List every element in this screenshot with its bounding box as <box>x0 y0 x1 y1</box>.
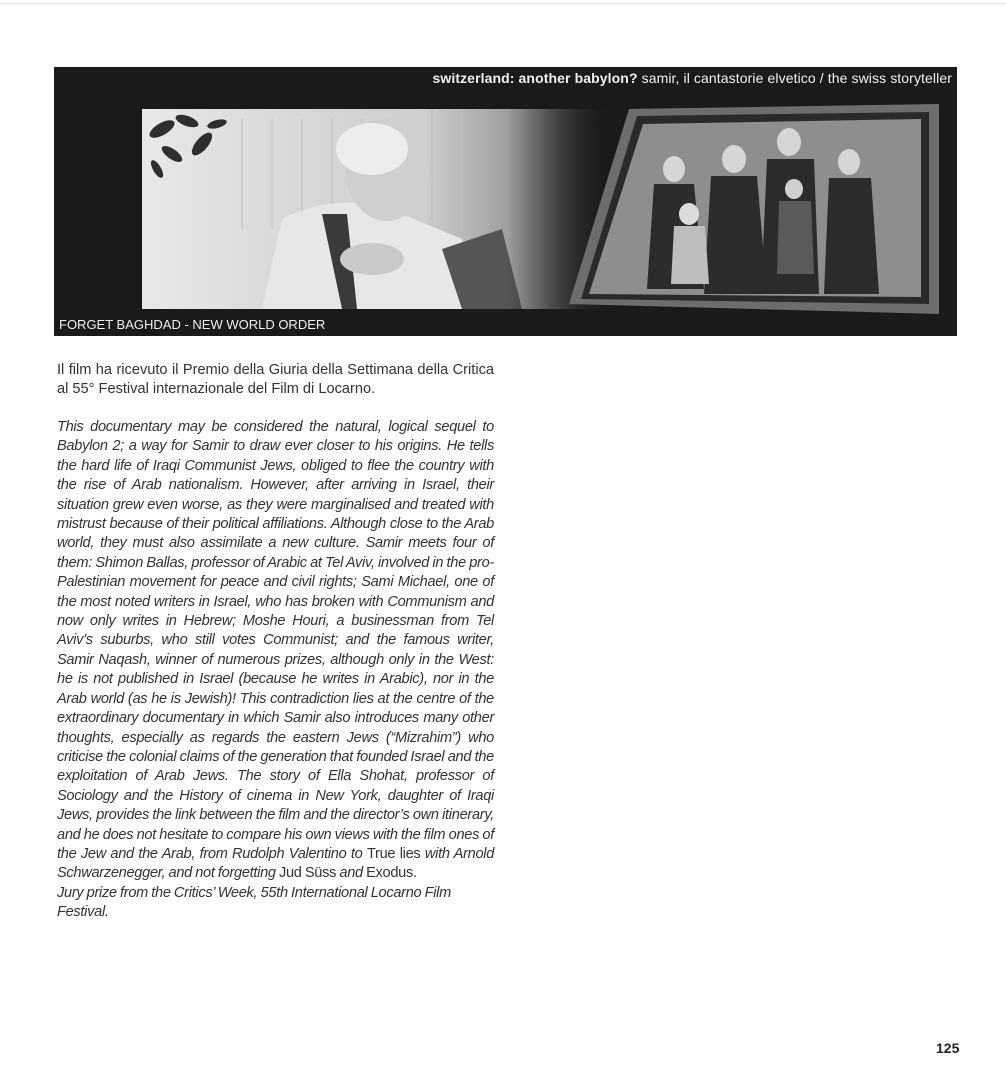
synopsis-text-4: . <box>412 865 417 882</box>
synopsis-text-1: This documentary may be considered the natural, logical sequel to Babylon 2; a way for Samir to draw ever closer to his origins. He tells the hard life of Iraqi Communist Jews, obliged to flee the country with the rise of Arab nationalism. However, after arriving in Israel, their situation grew even worse, as they were marginalised and treated with mistrust because of their political affiliations. Although close to the Arab world, they must also assimilate a new culture. Samir meets four of them: Shimon Ballas, professor of Arabic at Tel Aviv, involved in the pro-Palestinian movement for peace and civil rights; Sami Michael, one of the most noted writers in Israel, who has broken with Communism and now only writes in Hebrew; Moshe Houri, a businessman from Tel Aviv’s suburbs, who still votes Communist; and the famous writer, Samir Naqash, winner of numerous prizes, although only in the West: he is not published in Israel (because he writes in Arabic), nor in the Arab world (as he is Jewish)! This contradiction lies at the centre of the extraordinary documentary in which Samir also introduces many other thoughts, especially as regards the eastern Jews (“Mizrahim”) who criticise the colonial claims of the generation that founded Israel and the exploitation of Arab Jews. The story of Ella Shohat, professor of Sociology and the History of cinema in New York, daughter of Iraqi Jews, provides the link between the film and the director’s own itinerary, and he does not hesitate to compare his own views with the film ones of the Jew and the Arab, from Rudolph Valentino to <box>57 419 494 862</box>
synopsis-text-2: with Arnold Schwarzenegger, and not forgetting <box>57 845 495 882</box>
page-number: 125 <box>936 1040 960 1056</box>
banner-title <box>432 70 952 86</box>
film-title-exodus: Exodus <box>366 865 413 882</box>
film-still-banner <box>54 67 957 336</box>
synopsis-text-3: and <box>336 865 367 882</box>
film-title-jud-suss: Jud Süss <box>278 865 337 882</box>
film-title-true-lies: True lies <box>366 845 421 862</box>
synopsis-paragraph <box>57 418 494 923</box>
top-rule <box>0 3 1006 4</box>
family-portrait-photo <box>489 104 939 314</box>
banner-title-rest: samir, il cantastorie elvetico / the swiss storyteller <box>637 70 952 86</box>
film-title-caption: FORGET BAGHDAD - NEW WORLD ORDER <box>59 317 326 332</box>
intro-paragraph: Il film ha ricevuto il Premio della Giuria della Settimana della Critica al 55° Festival internazionale del Film di Locarno. <box>57 362 494 398</box>
jury-prize-note: Jury prize from the Critics’ Week, 55th International Locarno Film Festival. <box>57 884 451 921</box>
banner-title-bold: switzerland: another babylon? <box>432 70 638 86</box>
